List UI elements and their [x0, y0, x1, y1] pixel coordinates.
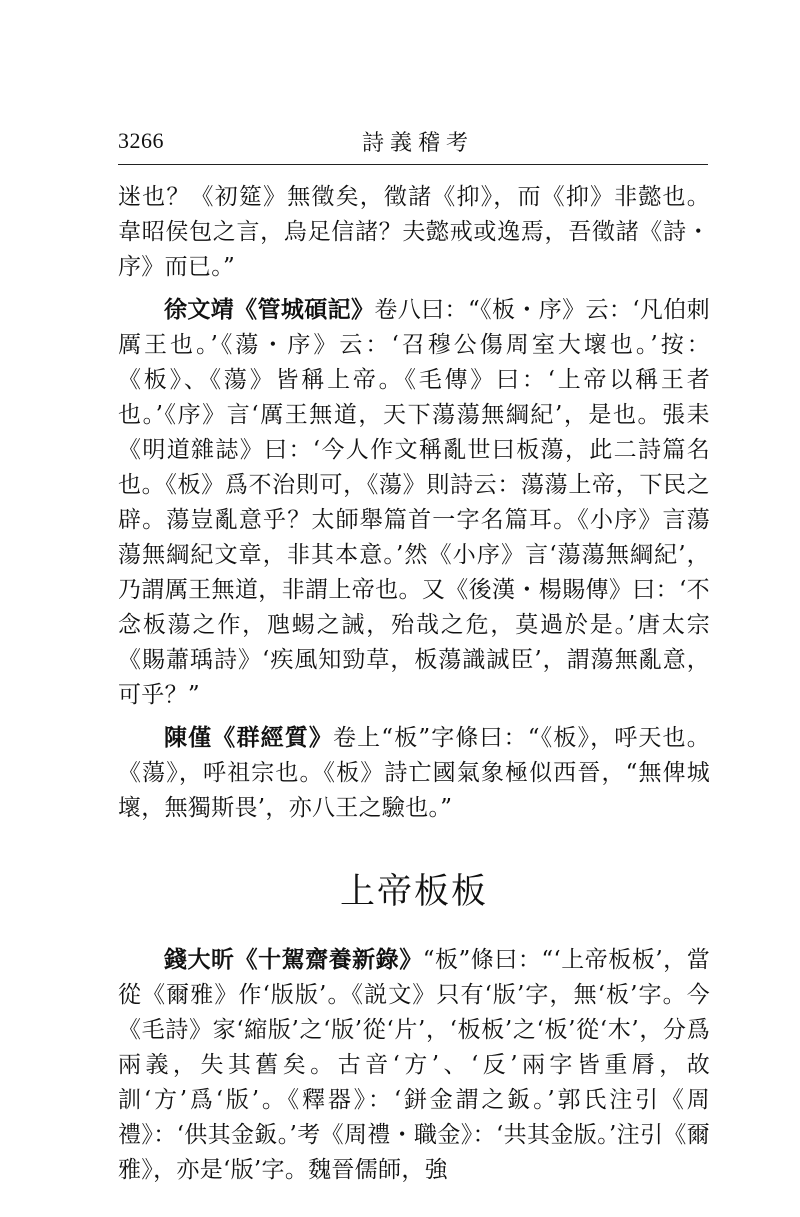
- paragraph-text: “板”條曰：“‘上帝板板’，當從《爾雅》作‘版版’。《説文》只有‘版’字，無‘板’字。今《毛詩》家‘縮版’之‘版’從‘片’，‘板板’之‘板’從‘木’，分爲兩義，失其舊矣。古音‘方’、‘反’兩字皆重脣，故訓‘方’爲‘版’。《釋器》：‘鉼金謂之鈑。’郭氏注引《周禮》：‘供其金鈑。’考《周禮・職金》：‘共其金版。’注引《爾雅》，亦是‘版’字。魏晉儒師，強: [118, 947, 710, 1183]
- citation-book: 《管城碩記》: [234, 296, 375, 323]
- body-text: [118, 180, 710, 1188]
- citation-author: 徐文靖: [164, 296, 235, 323]
- citation-author: 陳僅: [164, 724, 213, 751]
- page-header: [118, 124, 708, 164]
- paragraph-text: 卷八曰：“《板・序》云：‘凡伯刺厲王也。’《蕩・序》云：‘召穆公傷周室大壞也。’按：《板》、《蕩》皆稱上帝。《毛傳》曰：‘上帝以稱王者也。’《序》言‘厲王無道，天下蕩蕩無綱紀’，是也。張耒《明道雜誌》曰：‘今人作文稱亂世曰板蕩，此二詩篇名也。《板》爲不治則可，《蕩》則詩云：蕩蕩上帝，下民之辟。蕩豈亂意乎？太師舉篇首一字名篇耳。《小序》言蕩蕩無綱紀文章，非其本意。’然《小序》言‘蕩蕩無綱紀’，乃謂厲王無道，非謂上帝也。又《後漢・楊賜傳》曰：‘不念板蕩之作，虺蜴之誡，殆哉之危，莫過於是。’唐太宗《賜蕭瑀詩》‘疾風知勁草，板蕩識誠臣’，謂蕩無亂意，可乎？”: [118, 297, 710, 708]
- citation-book: 《十駕齋養新錄》: [234, 946, 423, 973]
- citation-book: 《群經質》: [212, 724, 334, 751]
- paragraph-citation: [118, 720, 710, 826]
- citation-author: 錢大昕: [164, 946, 235, 973]
- paragraph-text: 迷也？《初筵》無徵矣，徵諸《抑》，而《抑》非懿也。韋昭侯包之言，烏足信諸？夫懿戒或逸焉，吾徵諸《詩・序》而已。”: [118, 184, 710, 280]
- paragraph-citation: [118, 292, 710, 713]
- running-title: 詩義稽考: [362, 131, 475, 156]
- paragraph-citation: [118, 942, 710, 1188]
- paragraph-continuation: [118, 180, 710, 285]
- section-heading: 上帝板板: [339, 872, 488, 912]
- header-rule: [118, 164, 708, 165]
- paragraph-text: 卷上“板”字條曰：“《板》，呼天也。《蕩》，呼祖宗也。《板》詩亡國氣象極似西晉，“無俾城壞，無獨斯畏’，亦八王之驗也。”: [118, 725, 711, 821]
- page-number: 3266: [118, 128, 164, 153]
